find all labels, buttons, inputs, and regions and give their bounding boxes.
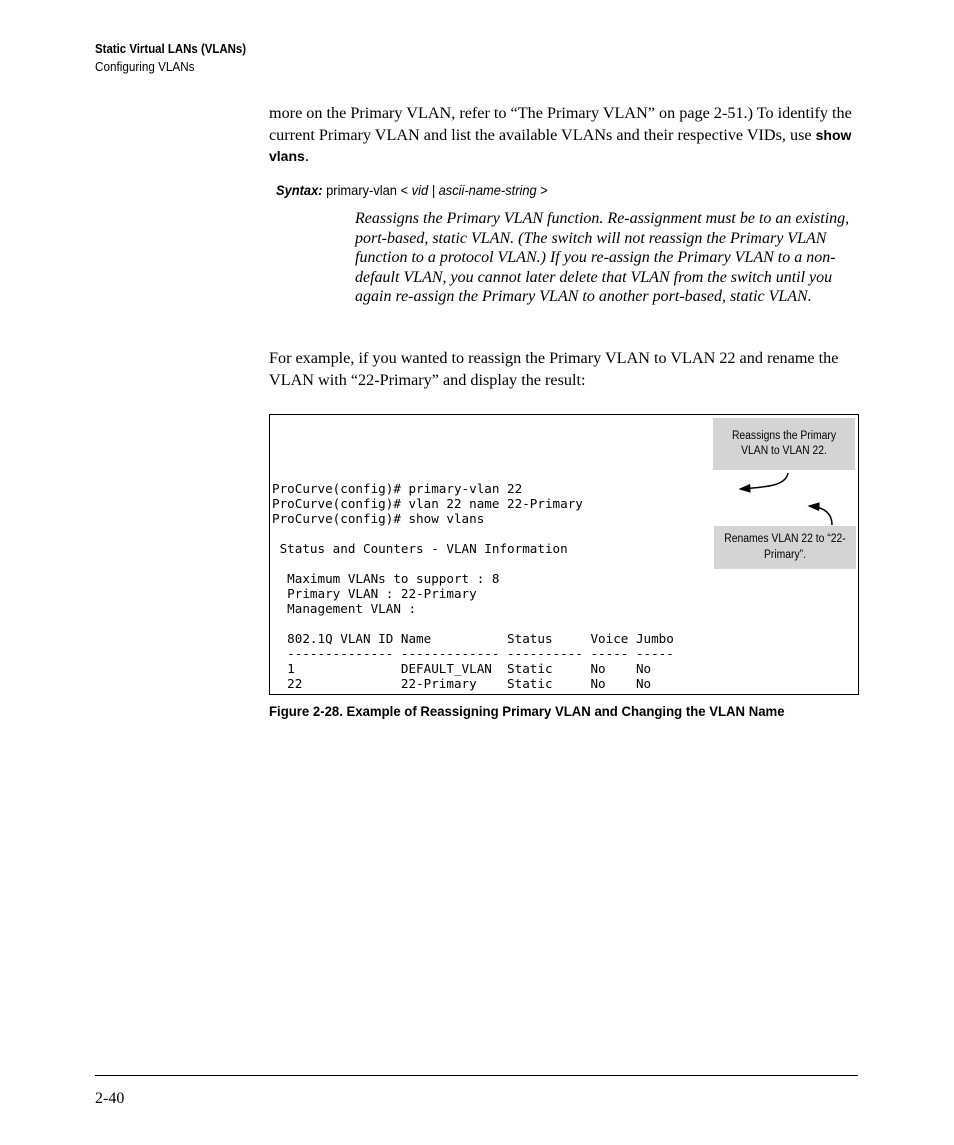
callout-reassign-text: Reassigns the Primary VLAN to VLAN 22. [731, 429, 837, 457]
running-header-subtitle: Configuring VLANs [95, 59, 195, 74]
intro-text-end: . [304, 147, 309, 165]
intro-paragraph [269, 103, 859, 168]
terminal-line: 802.1Q VLAN ID Name Status Voice Jumbo [272, 631, 674, 646]
syntax-description: Reassigns the Primary VLAN function. Re-assignment must be to an existing, port-based, static VLAN. (The switch will not reassign the Primary VLAN function to a protocol VLAN.) If you re-assign the Primary VLAN to a non-default VLAN, you cannot later delete that VLAN from the switch until you again re-assign the Primary VLAN to another port-based, static VLAN. [355, 210, 850, 306]
page-number: 2-40 [95, 1090, 125, 1107]
terminal-line: ProCurve(config)# vlan 22 name 22-Primary [272, 496, 583, 511]
syntax-close-bracket: > [540, 182, 548, 198]
terminal-line: 22 22-Primary Static No No [272, 676, 652, 691]
running-header-title: Static Virtual LANs (VLANs) [95, 41, 247, 56]
terminal-line: ProCurve(config)# primary-vlan 22 [272, 481, 523, 496]
callout-arrows [270, 415, 858, 694]
figure-caption: Figure 2-28. Example of Reassigning Primary VLAN and Changing the VLAN Name [269, 703, 785, 719]
terminal-line: ProCurve(config)# show vlans [272, 511, 485, 526]
syntax-argument: vid | ascii-name-string [411, 182, 537, 198]
terminal-line: Management VLAN : [272, 601, 417, 616]
reassign-arrow [740, 473, 788, 489]
intro-text: more on the Primary VLAN, refer to “The Primary VLAN” on page 2-51.) To identify the current Primary VLAN and list the available VLANs and their respective VIDs, use [269, 104, 852, 144]
terminal-line: Status and Counters - VLAN Information [272, 541, 568, 556]
terminal-line: Maximum VLANs to support : 8 [272, 571, 500, 586]
terminal-line: 1 DEFAULT_VLAN Static No No [272, 661, 652, 676]
example-paragraph: For example, if you wanted to reassign the Primary VLAN to VLAN 22 and rename the VLAN with “22-Primary” and display the result: [269, 349, 839, 389]
syntax-line [276, 182, 548, 198]
show-vlans-command: show vlans [269, 126, 852, 164]
rename-arrow [809, 506, 832, 525]
cli-example-figure [269, 414, 859, 695]
terminal-line: -------------- ------------- ---------- ----- ----- [272, 646, 674, 661]
footer-rule [95, 1075, 858, 1076]
callout-rename-text: Renames VLAN 22 to “22-Primary”. [724, 533, 846, 561]
syntax-command: primary-vlan [326, 182, 397, 198]
terminal-line: Primary VLAN : 22-Primary [272, 586, 477, 601]
syntax-open-bracket: < [400, 182, 409, 198]
syntax-label: Syntax: [276, 182, 323, 198]
